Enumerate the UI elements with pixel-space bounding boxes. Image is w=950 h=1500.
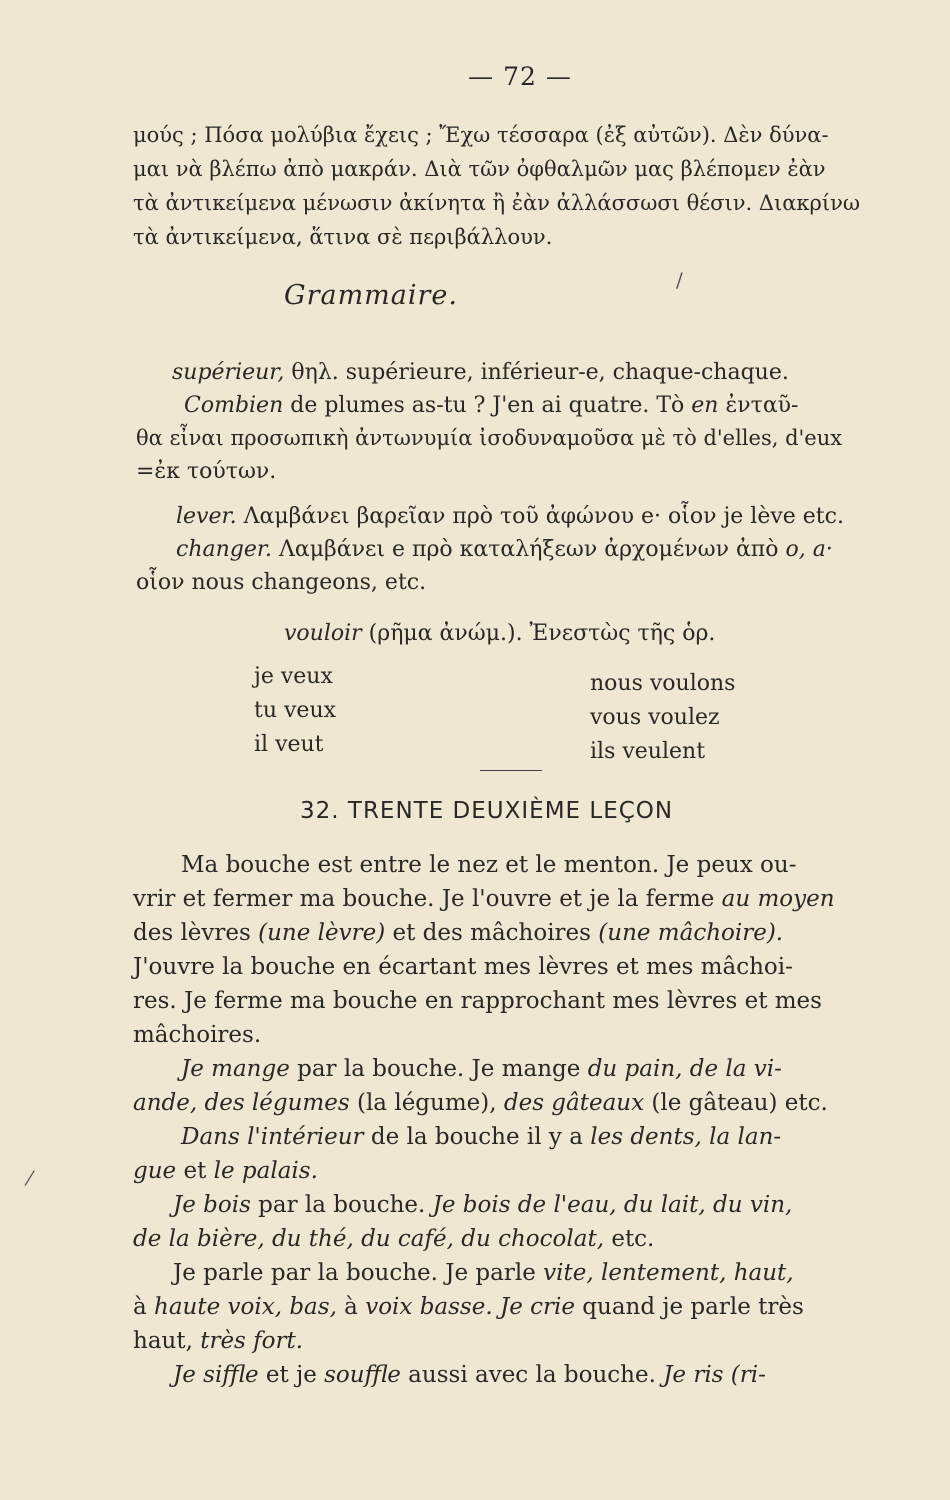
greek-intro-paragraph bbox=[133, 118, 905, 254]
lesson-body bbox=[133, 848, 905, 1392]
lesson-line: Je siffle et je souffle aussi avec la bouche. Je ris (ri- bbox=[173, 1362, 766, 1388]
grammar-line: οἷον nous changeons, etc. bbox=[136, 570, 427, 595]
conjugation-form: je veux bbox=[254, 664, 333, 689]
divider-rule bbox=[480, 770, 542, 771]
lesson-line: vrir et fermer ma bouche. Je l'ouvre et je la ferme au moyen bbox=[133, 886, 835, 912]
grammar-line: supérieur, θηλ. supérieure, inférieur-e, chaque-chaque. bbox=[172, 360, 789, 385]
grammar-notes bbox=[136, 356, 908, 599]
text-line: μούς ; Πόσα μολύβια ἔχεις ; Ἔχω τέσσαρα (ἐξ αὐτῶν). Δὲν δύνα- bbox=[133, 123, 829, 147]
verb: vouloir bbox=[284, 621, 362, 646]
conjugation-form: il veut bbox=[254, 732, 324, 757]
lesson-line: Je bois par la bouche. Je bois de l'eau, du lait, du vin, bbox=[173, 1192, 793, 1218]
conjugation-singular bbox=[254, 660, 336, 762]
lesson-line: Dans l'intérieur de la bouche il y a les dents, la lan- bbox=[181, 1124, 782, 1150]
text-line: μαι νὰ βλέπω ἀπὸ μακράν. Διὰ τῶν ὀφθαλμῶν μας βλέπομεν ἐὰν bbox=[133, 157, 826, 181]
ink-mark: ⁄ bbox=[28, 1166, 32, 1190]
text-line: τὰ ἀντικείμενα μένωσιν ἀκίνητα ἢ ἐὰν ἀλλάσσωσι θέσιν. Διακρίνω bbox=[133, 191, 861, 215]
lesson-line: mâchoires. bbox=[133, 1022, 262, 1048]
term: changer. bbox=[176, 537, 272, 562]
text-line: τὰ ἀντικείμενα, ἅτινα σὲ περιβάλλουν. bbox=[133, 225, 553, 249]
grammar-line: Combien de plumes as-tu ? J'en ai quatre. Τὸ en ἐνταῦ- bbox=[184, 393, 799, 418]
conjugation-form: nous voulons bbox=[590, 671, 736, 696]
lesson-line: haut, très fort. bbox=[133, 1328, 304, 1354]
conjugation-form: tu veux bbox=[254, 698, 337, 723]
lesson-line: J'ouvre la bouche en écartant mes lèvres et mes mâchoi- bbox=[133, 954, 793, 980]
grammar-line: lever. Λαμβάνει βαρεῖαν πρὸ τοῦ ἀφώνου e· οἷον je lève etc. bbox=[176, 504, 844, 529]
grammar-line: θα εἶναι προσωπικὴ ἀντωνυμία ἰσοδυναμοῦσα μὲ τὸ d'elles, d'eux bbox=[136, 426, 843, 450]
term: lever. bbox=[176, 504, 237, 529]
lesson-line: Je mange par la bouche. Je mange du pain, de la vi- bbox=[181, 1056, 782, 1082]
conjugation-heading: vouloir (ρῆμα ἀνώμ.). Ἐνεστὼς τῆς ὁρ. bbox=[284, 621, 716, 646]
grammar-heading: Grammaire. bbox=[284, 280, 458, 311]
lesson-line: Je parle par la bouche. Je parle vite, lentement, haut, bbox=[173, 1260, 794, 1286]
conjugation-form: vous voulez bbox=[590, 705, 720, 730]
grammar-line: changer. Λαμβάνει e πρὸ καταλήξεων ἀρχομένων ἀπὸ o, a· bbox=[176, 537, 833, 562]
lesson-line: res. Je ferme ma bouche en rapprochant mes lèvres et mes bbox=[133, 988, 822, 1014]
term: supérieur, bbox=[172, 360, 285, 385]
ink-mark: / bbox=[676, 268, 683, 292]
conjugation-plural bbox=[590, 667, 735, 769]
conjugation-form: ils veulent bbox=[590, 739, 706, 764]
grammar-line: =ἐκ τούτων. bbox=[136, 459, 277, 484]
lesson-line: gue et le palais. bbox=[133, 1158, 318, 1184]
lesson-line: ande, des légumes (la légume), des gâteaux (le gâteau) etc. bbox=[133, 1090, 828, 1116]
lesson-line: des lèvres (une lèvre) et des mâchoires (une mâchoire). bbox=[133, 920, 784, 946]
lesson-line: à haute voix, bas, à voix basse. Je crie quand je parle très bbox=[133, 1294, 804, 1320]
lesson-title: 32. TRENTE DEUXIÈME LEÇON bbox=[300, 798, 674, 824]
lesson-line: Ma bouche est entre le nez et le menton. Je peux ou- bbox=[181, 852, 797, 878]
page-number: — 72 — bbox=[468, 62, 572, 91]
term: Combien bbox=[184, 393, 284, 418]
lesson-line: de la bière, du thé, du café, du chocolat, etc. bbox=[133, 1226, 655, 1252]
